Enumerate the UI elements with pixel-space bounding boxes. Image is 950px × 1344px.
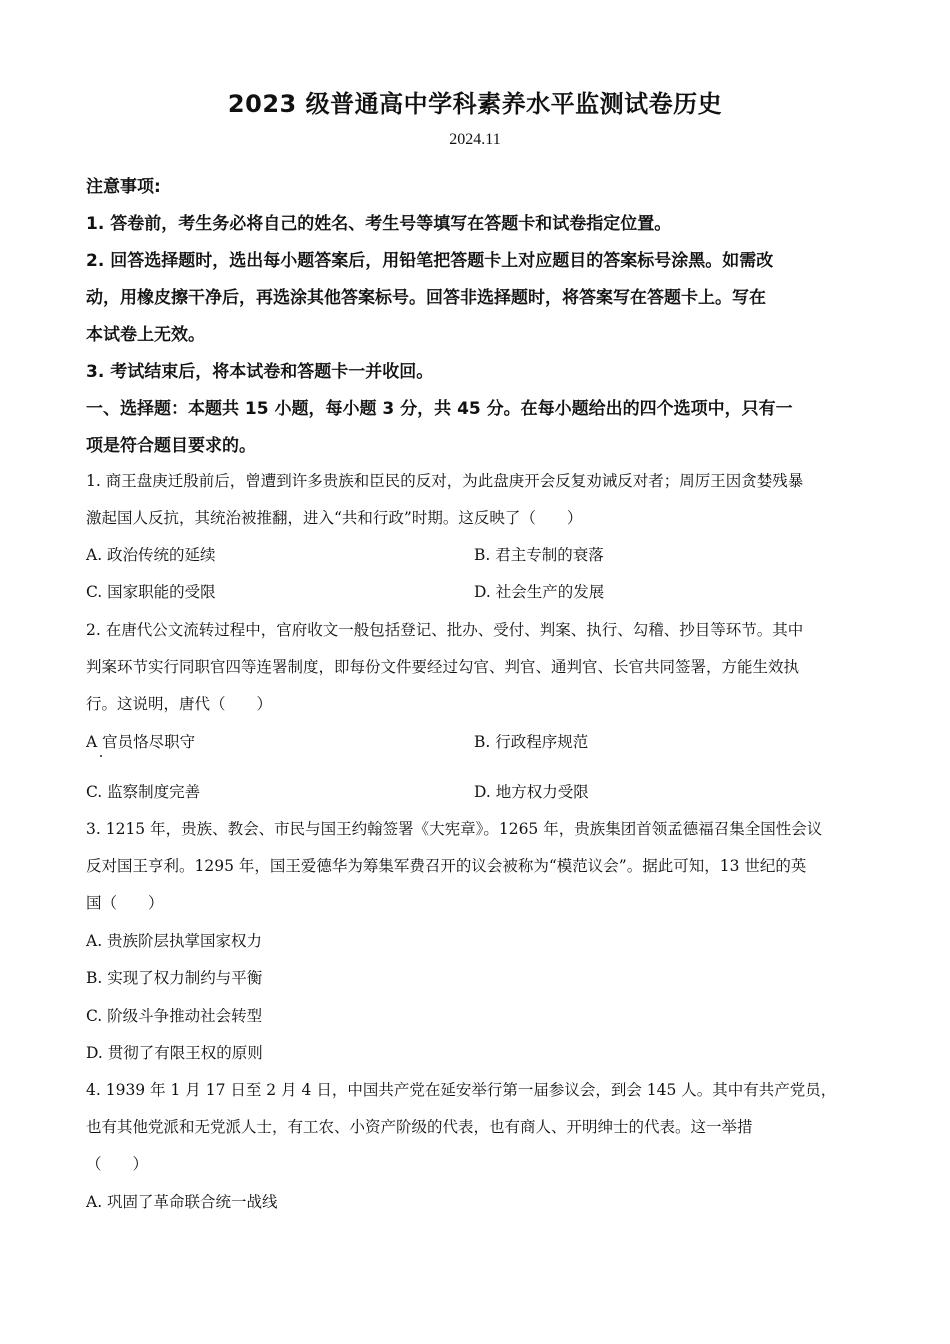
q4-option-a: A. 巩固了革命联合统一战线 [86,1193,278,1211]
notice-item-1: 1. 答卷前，考生务必将自己的姓名、考生号等填写在答题卡和试卷指定位置。 [86,214,672,234]
q1-option-b: B. 君主专制的衰落 [474,546,604,564]
notice-item-2-line-2: 动，用橡皮擦干净后，再选涂其他答案标号。回答非选择题时，将答案写在答题卡上。写在 [86,288,766,308]
q2-stem-line-2: 判案环节实行同职官四等连署制度，即每份文件要经过勾官、判官、通判官、长官共同签署，方能生效执 [86,658,800,676]
q1-option-c: C. 国家职能的受限 [86,583,216,601]
q1-option-d: D. 社会生产的发展 [474,583,605,601]
q1-option-a: A. 政治传统的延续 [86,546,216,564]
q3-stem-line-3: 国（ ） [86,894,164,912]
q4-stem-line-3: （ ） [86,1155,149,1173]
q3-option-c: C. 阶级斗争推动社会转型 [86,1007,263,1025]
q2-option-b: B. 行政程序规范 [474,733,589,751]
q4-stem-line-2: 也有其他党派和无党派人士，有工农、小资产阶级的代表，也有商人、开明绅士的代表。这一举措 [86,1118,753,1136]
q3-option-a: A. 贵族阶层执掌国家权力 [86,932,263,950]
notice-item-3: 3. 考试结束后，将本试卷和答题卡一并收回。 [86,362,434,382]
q1-stem-line-1: 1. 商王盘庚迁殷前后，曾遭到许多贵族和臣民的反对，为此盘庚开会反复劝诫反对者；周厉王因贪婪残暴 [86,472,804,490]
exam-title: 2023 级普通高中学科素养水平监测试卷历史 [227,90,723,118]
notice-heading: 注意事项: [86,177,161,197]
q2-option-a: A 官员恪尽职守 [86,733,196,751]
notice-item-2-line-3: 本试卷上无效。 [86,325,205,345]
q2-stem-line-3: 行。这说明，唐代（ ） [86,695,273,713]
q4-stem-line-1: 4. 1939 年 1 月 17 日至 2 月 4 日，中国共产党在延安举行第一届参议会，到会 145 人。其中有共产党员， [86,1081,837,1099]
q3-option-d: D. 贯彻了有限王权的原则 [86,1044,263,1062]
q1-stem-line-2: 激起国人反抗，其统治被推翻，进入“共和行政”时期。这反映了（ ） [86,509,583,527]
exam-date: 2024.11 [449,131,501,148]
q3-stem-line-2: 反对国王亨利。1295 年，国王爱德华为筹集军费召开的议会被称为“模范议会”。据此可知，13 世纪的英 [86,857,807,875]
q2-option-c: C. 监察制度完善 [86,783,201,801]
q3-stem-line-1: 3. 1215 年，贵族、教会、市民与国王约翰签署《大宪章》。1265 年，贵族集团首领孟德福召集全国性会议 [86,820,823,838]
notice-item-2-line-1: 2. 回答选择题时，选出每小题答案后，用铅笔把答题卡上对应题目的答案标号涂黑。如需改 [86,251,774,271]
stray-dot-mark [100,755,102,757]
section-heading-line-2: 项是符合题目要求的。 [86,436,256,456]
section-heading-line-1: 一、选择题：本题共 15 小题，每小题 3 分，共 45 分。在每小题给出的四个选项中，只有一 [86,399,793,419]
q2-stem-line-1: 2. 在唐代公文流转过程中，官府收文一般包括登记、批办、受付、判案、执行、勾稽、抄目等环节。其中 [86,621,804,639]
q3-option-b: B. 实现了权力制约与平衡 [86,969,263,987]
q2-option-d: D. 地方权力受限 [474,783,589,801]
